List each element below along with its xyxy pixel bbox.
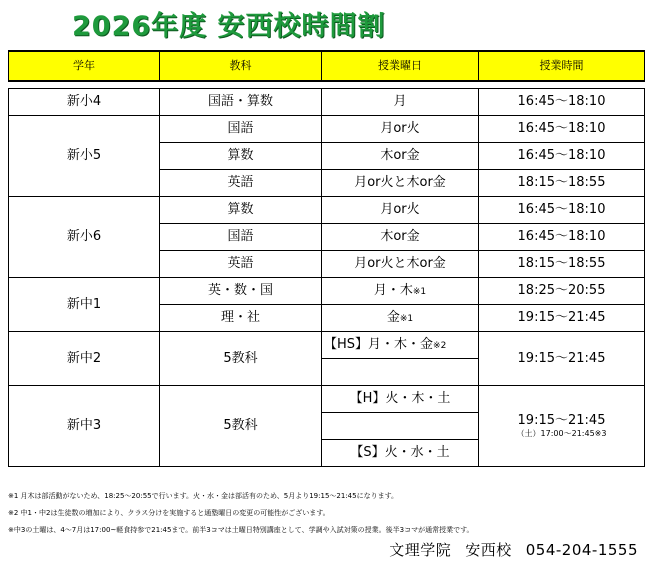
subject-cell: 算数 (160, 197, 322, 224)
day-cell: 木or金 (322, 143, 479, 170)
grade-cell: 新中1 (9, 278, 160, 332)
time-cell: 18:15～18:55 (479, 251, 645, 278)
subject-cell: 国語 (160, 224, 322, 251)
time-cell: 18:25～20:55 (479, 278, 645, 305)
day-note: ※1 (412, 287, 427, 298)
subject-cell: 国語・算数 (160, 89, 322, 116)
time-cell: 18:15～18:55 (479, 170, 645, 197)
time-cell: 16:45～18:10 (479, 89, 645, 116)
subject-cell: 国語 (160, 116, 322, 143)
time-cell: 16:45～18:10 (479, 224, 645, 251)
day-text: 【HS】月・木・金 (324, 337, 434, 353)
phone-number: 054-204-1555 (525, 541, 638, 559)
subject-cell: 英語 (160, 170, 322, 197)
branch-name: 安西校 (465, 541, 512, 559)
subject-cell: 理・社 (160, 305, 322, 332)
time-cell: 16:45～18:10 (479, 143, 645, 170)
day-cell (322, 332, 479, 359)
time-cell: 16:45～18:10 (479, 197, 645, 224)
day-cell: 月 (322, 89, 479, 116)
table-header-row (9, 51, 645, 81)
day-text: 金 (386, 310, 400, 326)
day-cell-empty (322, 413, 479, 440)
day-cell (322, 278, 479, 305)
day-note: ※2 (433, 341, 447, 352)
time-text: 19:15～21:45 (517, 413, 606, 429)
grade-cell: 新中3 (9, 386, 160, 467)
footnote-2: ※2 中1・中2は生徒数の増加により、クラス分けを実施すると通塾曜日の変更の可能性がございます。 (8, 509, 330, 517)
header-day: 授業曜日 (322, 51, 479, 81)
table-row (9, 332, 645, 359)
day-cell: 月or火と木or金 (322, 170, 479, 197)
spacer-row (9, 81, 645, 89)
day-note: ※1 (399, 314, 414, 325)
school-footer (375, 539, 638, 560)
grade-cell: 新小5 (9, 116, 160, 197)
page-title: 2026年度 安西校時間割 (72, 11, 386, 42)
day-cell: 月or火 (322, 116, 479, 143)
day-cell: 木or金 (322, 224, 479, 251)
school-name: 文理学院 (389, 541, 452, 559)
subject-cell: 算数 (160, 143, 322, 170)
day-cell: 月or火と木or金 (322, 251, 479, 278)
day-cell: 月or火 (322, 197, 479, 224)
header-subject: 教科 (160, 51, 322, 81)
grade-cell: 新中2 (9, 332, 160, 386)
subject-cell: 5教科 (160, 386, 322, 467)
day-text: 月・木 (373, 283, 413, 299)
footnote-3: ※中3の土曜は、4～7月は17:00~軽食持参で21:45まで。前半3コマは土曜日特別講座として、学調や入試対策の授業。後半3コマが通常授業です。 (8, 526, 474, 534)
header-grade: 学年 (9, 51, 160, 81)
day-cell: 【S】火・水・土 (322, 440, 479, 467)
time-cell: 19:15～21:45 (479, 305, 645, 332)
table-row (9, 278, 645, 305)
time-cell (479, 386, 645, 467)
subject-cell: 5教科 (160, 332, 322, 386)
time-cell: 19:15～21:45 (479, 332, 645, 386)
header-time: 授業時間 (479, 51, 645, 81)
day-cell-empty (322, 359, 479, 386)
day-cell: 【H】火・木・土 (322, 386, 479, 413)
timetable (8, 50, 645, 467)
subject-cell: 英・数・国 (160, 278, 322, 305)
table-row (9, 89, 645, 116)
grade-cell: 新小6 (9, 197, 160, 278)
time-subtext: （土）17:00～21:45※3 (516, 429, 607, 438)
table-row (9, 197, 645, 224)
grade-cell: 新小4 (9, 89, 160, 116)
time-cell: 16:45～18:10 (479, 116, 645, 143)
subject-cell: 英語 (160, 251, 322, 278)
day-cell (322, 305, 479, 332)
footnote-1: ※1 月木は部活動がないため、18:25～20:55で行います。火・水・金は部活有のため、5月より19:15～21:45になります。 (8, 492, 399, 500)
table-row (9, 116, 645, 143)
table-row (9, 386, 645, 413)
